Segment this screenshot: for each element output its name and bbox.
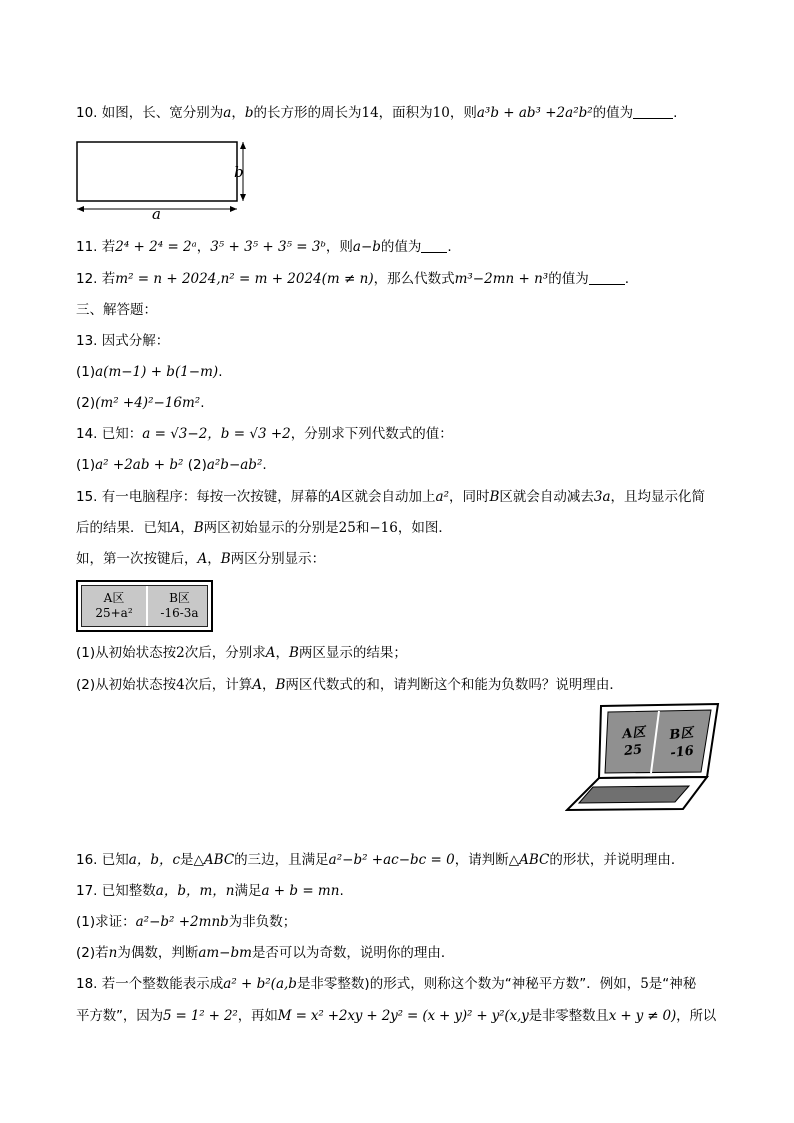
q10-comma: ， (231, 105, 245, 121)
q15-presses-2: 2 (176, 645, 185, 661)
q12-eq: m² = n + 2024,n² = m + 2024(m ≠ n) (115, 271, 374, 287)
q11-end: . (447, 239, 452, 255)
q18-line1 (76, 974, 696, 994)
q10-text: 10. 如图，长、宽分别为 (76, 105, 224, 121)
laptop-zone-b-value: -16 (669, 743, 695, 762)
q16-equation: a²−b² +ac−bc = 0 (328, 852, 455, 868)
q11-eq1: 2⁴ + 2⁴ = 2ᵃ (115, 239, 197, 255)
q12-expr: m³−2mn + n³ (454, 271, 549, 287)
section-heading: 三、解答题： (76, 302, 157, 318)
q10-perimeter: 14 (361, 105, 379, 121)
q17-vars: a，b，m，n (155, 883, 235, 899)
q15-initial-a: 25 (338, 520, 356, 536)
q14-suffix: ，分别求下列代数式的值： (290, 426, 453, 442)
q13-part2 (76, 393, 204, 413)
q11-mid: ，则 (325, 239, 353, 255)
zone-b-title: B区 (169, 591, 190, 605)
q10-text-e: 的值为 (592, 105, 634, 121)
q17-end: . (339, 883, 344, 899)
q11-suffix: 的值为 (380, 239, 422, 255)
q15-text: 区就会自动减去 (499, 489, 594, 505)
q17-text: (1)求证： (76, 914, 136, 930)
q11-answer-blank (421, 239, 447, 253)
q12-suffix: 的值为 (548, 271, 589, 287)
q16-text: 16. 已知 (76, 852, 129, 868)
q15-text: 区就会自动加上 (341, 489, 436, 505)
q15-text: 次后，分别求 (184, 645, 266, 661)
q12-prefix: 12. 若 (76, 271, 116, 287)
q17-part2 (76, 943, 454, 963)
q13-p2-label: (2) (76, 395, 96, 411)
q17-text: 17. 已知整数 (76, 883, 156, 899)
laptop-zone-a-value: 25 (623, 742, 643, 760)
q18-expr: a² + b²(a,b (223, 976, 297, 992)
q16-text: ，请判断 (454, 852, 509, 868)
q11-expr: a−b (352, 239, 381, 255)
arrow-down-icon (240, 194, 246, 201)
q15-line2 (76, 518, 452, 538)
q15-var-B: B (489, 489, 500, 505)
q15-var-A: A (331, 489, 342, 505)
q12-mid: ，那么代数式 (373, 271, 455, 287)
q18-condition: x + y ≠ 0) (608, 1008, 677, 1024)
q15-text: 两区代数式的和，请判断这个和能为负数吗？说明理由． (285, 677, 623, 693)
q17-p2-expr: am−bm (198, 945, 252, 961)
q14-prefix: 14. 已知： (76, 426, 143, 442)
q15-comma: ， (180, 520, 194, 536)
q15-text: 和 (355, 520, 370, 536)
q13-p2-expr: (m² +4)²−16m² (95, 395, 201, 411)
q15-line3 (76, 549, 325, 569)
q11-sep: ， (196, 239, 211, 255)
q17-equation: a + b = mn (261, 883, 340, 899)
q17-line (76, 881, 344, 901)
laptop-zone-b-title: B区 (668, 725, 695, 744)
q15-part1 (76, 643, 407, 663)
q18-text: 18. 若一个整数能表示成 (76, 976, 224, 992)
q17-var-n: n (108, 945, 118, 961)
q15-text: ，且均显示化简 (610, 489, 706, 505)
q16-triangle: △ABC (508, 852, 550, 868)
q15-var-A: A (170, 520, 181, 536)
q17-text: 满足 (234, 883, 262, 899)
q13-p1-end: . (218, 364, 223, 380)
q15-var-A: A (252, 677, 262, 693)
laptop-zone-a-title: A区 (621, 724, 647, 743)
q18-m-expr: M = x² +2xy + 2y² = (x + y)² + y²(x,y (277, 1008, 529, 1024)
q10-var-a: a (223, 105, 232, 121)
q18-example-eq: 5 = 1² + 2² (162, 1008, 238, 1024)
q14-line (76, 424, 453, 444)
q15-var-A: A (265, 645, 276, 661)
q15-comma: ， (275, 645, 289, 661)
q14-p1-label: (1) (76, 457, 96, 473)
q15-var-B: B (275, 677, 286, 693)
q10-line (76, 103, 677, 123)
q11-prefix: 11. 若 (76, 239, 116, 255)
q15-text: (2)从初始状态按 (76, 677, 177, 693)
q18-text: 是非零整数且 (528, 1008, 609, 1024)
q18-text: 是非零整数)的形式，则称这个数为“神秘平方数”．例如， (296, 976, 641, 992)
label-a: a (152, 205, 161, 220)
q10-var-b: b (244, 105, 254, 121)
q10-expression: a³b + ab³ +2a²b² (476, 105, 593, 121)
q17-text: 为偶数，判断 (117, 945, 199, 961)
q12-line (76, 269, 629, 289)
q18-text: ，再如 (237, 1008, 278, 1024)
zone-b-value: -16-3a (160, 606, 199, 620)
q10-text-d: ，则 (449, 105, 477, 121)
q14-p2-label: (2) (187, 457, 207, 473)
q15-presses-4: 4 (176, 677, 185, 693)
display-zone-b (148, 586, 211, 626)
q15-var-B: B (193, 520, 204, 536)
zone-a-title: A区 (103, 591, 125, 605)
q11-eq2: 3⁵ + 3⁵ + 3⁵ = 3ᵇ (210, 239, 326, 255)
rectangle-shape (77, 142, 237, 201)
q10-end: . (673, 105, 678, 121)
zone-a-value: 25+a² (95, 606, 133, 620)
q17-p1-expr: a²−b² +2mnb (135, 914, 229, 930)
q14-p1-expr: a² +2ab + b² (95, 457, 184, 473)
display-screen (81, 585, 208, 627)
q17-part1 (76, 912, 296, 932)
q15-line1 (76, 487, 705, 507)
q14-condition: a = √3−2，b = √3 +2 (142, 426, 291, 442)
q13-p1-expr: a(m−1) + b(1−m) (95, 364, 219, 380)
q15-text: 后的结果．已知 (76, 520, 171, 536)
q14-parts (76, 455, 267, 475)
q10-answer-blank (633, 105, 673, 119)
q15-text: ，同时 (448, 489, 490, 505)
arrow-up-icon (240, 142, 246, 149)
q16-vars: a，b，c (128, 852, 181, 868)
q13-p1-label: (1) (76, 364, 96, 380)
q17-text: (2)若 (76, 945, 109, 961)
rectangle-figure (76, 140, 256, 220)
q15-text: (1)从初始状态按 (76, 645, 177, 661)
q10-text-b: 的长方形的周长为 (253, 105, 362, 121)
laptop-keyboard (579, 786, 689, 803)
q15-text: 两区分别显示： (230, 551, 326, 567)
arrow-right-icon (230, 206, 237, 212)
q15-var-B: B (220, 551, 231, 567)
q18-text: ，所以 (676, 1008, 717, 1024)
q18-text: 是“神秘 (648, 976, 697, 992)
q18-text: 平方数”，因为 (76, 1008, 163, 1024)
q10-text-c: ，面积为 (378, 105, 433, 121)
q15-text: 两区显示的结果； (298, 645, 407, 661)
arrow-left-icon (77, 206, 84, 212)
q12-answer-blank (589, 271, 625, 285)
q15-part2 (76, 675, 623, 695)
q15-a-squared: a² (435, 489, 449, 505)
q13-part1 (76, 362, 222, 382)
q13-title: 13. 因式分解： (76, 333, 170, 349)
q15-text: 如，第一次按键后， (76, 551, 198, 567)
q15-var-A: A (197, 551, 208, 567)
display-panel (76, 580, 213, 632)
q17-text: 为非负数； (228, 914, 297, 930)
q16-line (76, 850, 684, 870)
q11-line (76, 237, 452, 257)
q16-text: 的三边，且满足 (234, 852, 329, 868)
q15-three-a: 3a (593, 489, 611, 505)
q16-text: 是 (180, 852, 194, 868)
q14-p2-expr: a²b−ab² (206, 457, 263, 473)
q14-end: . (262, 457, 267, 473)
q17-text: 是否可以为奇数，说明你的理由． (251, 945, 455, 961)
label-b: b (234, 163, 244, 181)
q15-var-B: B (288, 645, 299, 661)
q16-triangle: △ABC (193, 852, 235, 868)
q15-text: 次后，计算 (184, 677, 253, 693)
q10-area: 10 (432, 105, 450, 121)
q16-text: 的形状，并说明理由． (549, 852, 685, 868)
q18-five: 5 (640, 976, 649, 992)
q13-p2-end: . (200, 395, 205, 411)
q15-text: 两区初始显示的分别是 (203, 520, 339, 536)
display-zone-a (82, 586, 146, 626)
q15-text: ，如图． (397, 520, 452, 536)
laptop-figure (565, 700, 720, 815)
q15-comma: ， (207, 551, 221, 567)
q12-end: . (624, 271, 630, 287)
q15-comma: ， (261, 677, 276, 693)
q15-text: 15. 有一电脑程序：每按一次按键，屏幕的 (76, 489, 332, 505)
q18-line2 (76, 1006, 716, 1026)
q15-initial-b: −16 (369, 520, 398, 536)
